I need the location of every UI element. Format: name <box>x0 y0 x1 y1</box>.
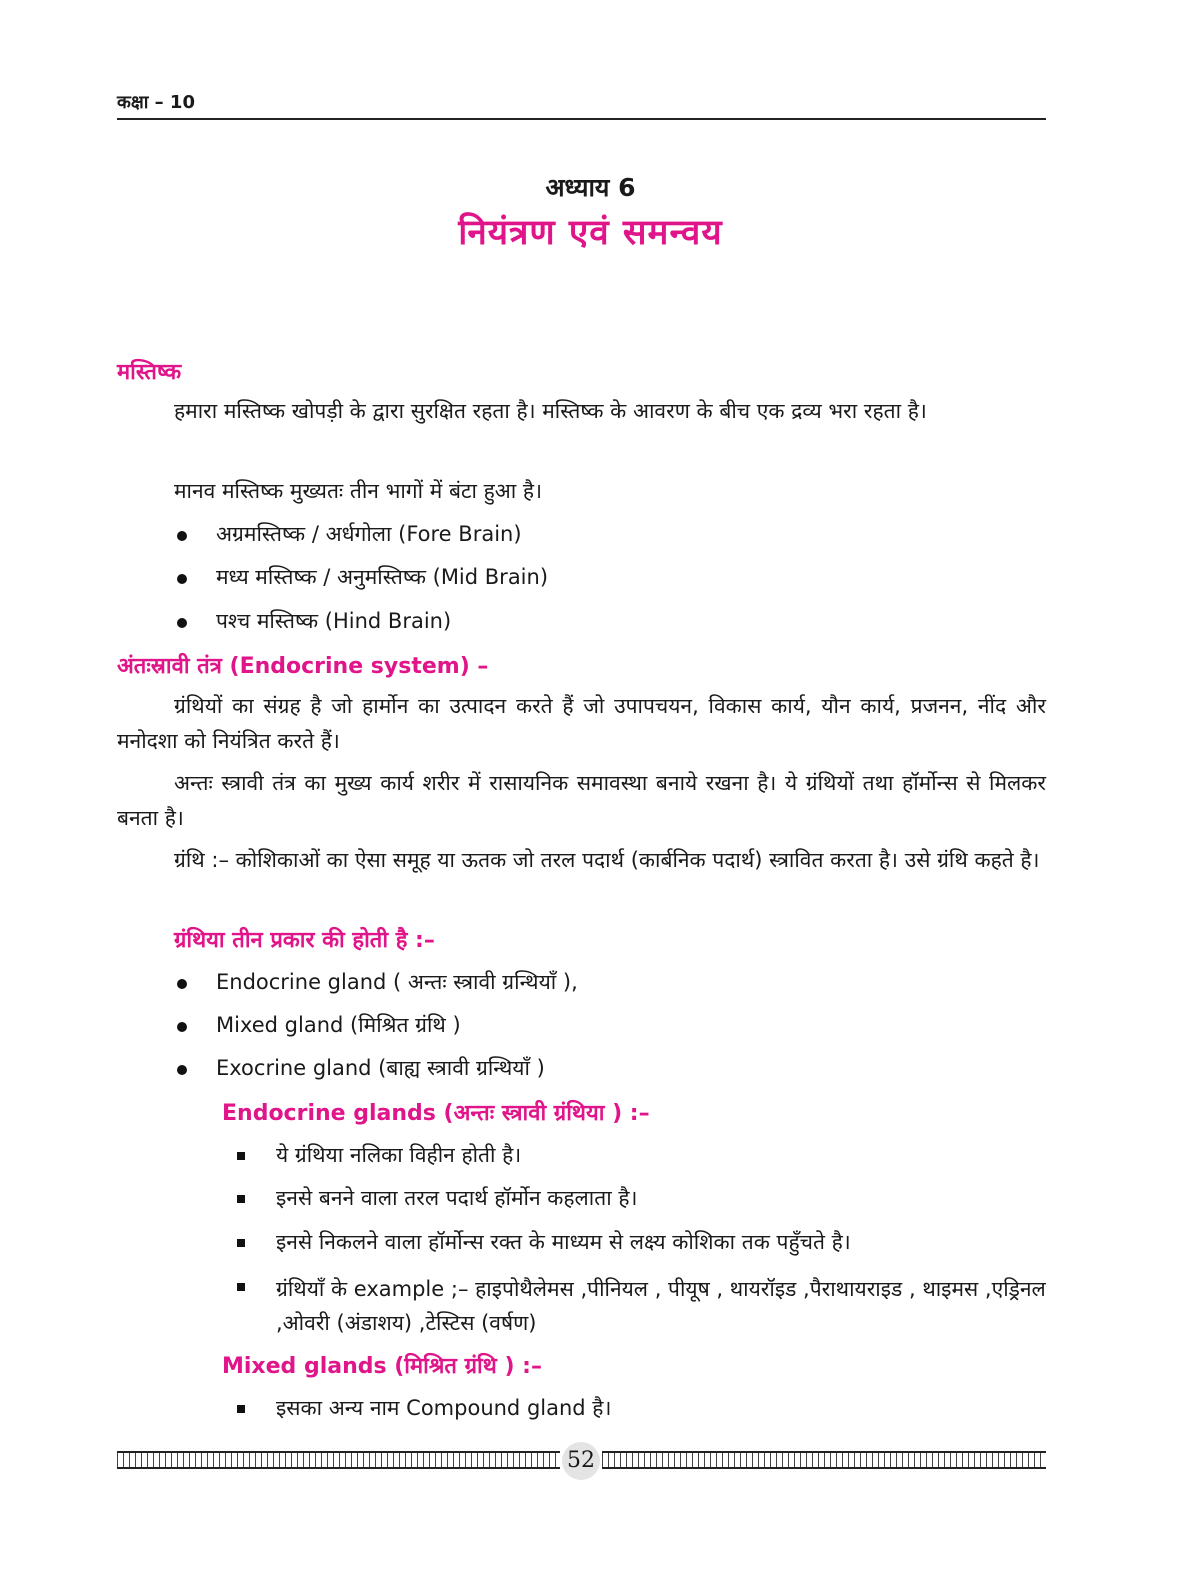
endocrine-heading: अंतःस्रावी तंत्र (Endocrine system) – <box>117 654 489 679</box>
endocrine-para-1: ग्रंथियों का संग्रह है जो हार्मोन का उत्पादन करते हैं जो उपापचयन, विकास कार्य, यौन कार्य, प्रजनन, नींद और मनोदशा को नियंत्रित करते हैं। <box>117 694 1046 753</box>
gland-type-item: Exocrine gland (बाह्य स्त्रावी ग्रन्थियाँ ) <box>216 1056 545 1080</box>
square-bullet-icon <box>237 1239 245 1247</box>
chapter-number: अध्याय 6 <box>545 173 636 202</box>
header-rule <box>117 118 1046 120</box>
brain-para-1: हमारा मस्तिष्क खोपड़ी के द्वारा सुरक्षित रहता है। मस्तिष्क के आवरण के बीच एक द्रव्य भरा रहता है। <box>174 399 927 423</box>
bullet-icon <box>177 574 187 584</box>
gland-types-heading: ग्रंथिया तीन प्रकार की होती है :– <box>174 928 435 953</box>
mixed-gland-point: इसका अन्य नाम Compound gland है। <box>276 1396 612 1420</box>
brain-part-item: अग्रमस्तिष्क / अर्धगोला (Fore Brain) <box>216 522 522 546</box>
endocrine-gland-point: ये ग्रंथिया नलिका विहीन होती है। <box>276 1143 522 1167</box>
endocrine-gland-point: इनसे बनने वाला तरल पदार्थ हॉर्मोन कहलाता है। <box>276 1186 638 1210</box>
mixed-glands-heading: Mixed glands (मिश्रित ग्रंथि ) :– <box>222 1354 542 1379</box>
brain-part-item: मध्य मस्तिष्क / अनुमस्तिष्क (Mid Brain) <box>216 565 549 589</box>
square-bullet-icon <box>237 1195 245 1203</box>
bullet-icon <box>177 618 187 628</box>
square-bullet-icon <box>237 1405 245 1413</box>
gland-type-item: Mixed gland (मिश्रित ग्रंथि ) <box>216 1013 461 1037</box>
brain-heading: मस्तिष्क <box>117 360 182 385</box>
brain-para-2: मानव मस्तिष्क मुख्यतः तीन भागों में बंटा हुआ है। <box>174 479 543 503</box>
endocrine-gland-point: इनसे निकलने वाला हॉर्मोन्स रक्त के माध्यम से लक्ष्य कोशिका तक पहुँचते है। <box>276 1230 851 1254</box>
square-bullet-icon <box>237 1283 245 1291</box>
bullet-icon <box>177 1022 187 1032</box>
footer-border-right <box>602 1451 1046 1469</box>
bullet-icon <box>177 979 187 989</box>
endocrine-glands-heading: Endocrine glands (अन्तः स्त्रावी ग्रंथिया ) :– <box>222 1101 650 1126</box>
header-class-label: कक्षा – 10 <box>117 92 195 113</box>
gland-type-item: Endocrine gland ( अन्तः स्त्रावी ग्रन्थियाँ ), <box>216 970 578 994</box>
bullet-icon <box>177 1065 187 1075</box>
endocrine-para-3: ग्रंथि :– कोशिकाओं का ऐसा समूह या ऊतक जो तरल पदार्थ (कार्बनिक पदार्थ) स्त्रावित करता है। उसे ग्रंथि कहते है। <box>174 848 1040 872</box>
footer-border-left <box>117 1451 560 1469</box>
endocrine-gland-point: ग्रंथियाँ के example ;– हाइपोथैलेमस ,पीनियल , पीयूष , थायरॉइड ,पैराथायराइड , थाइमस ,एड्रिनल ,ओवरी (अंडाशय) ,टेस्टिस (वर्षण) <box>276 1277 1046 1335</box>
endocrine-para-2: अन्तः स्त्रावी तंत्र का मुख्य कार्य शरीर में रासायनिक समावस्था बनाये रखना है। ये ग्रंथियों तथा हॉर्मोन्स से मिलकर बनता है। <box>117 771 1046 830</box>
square-bullet-icon <box>237 1152 245 1160</box>
bullet-icon <box>177 531 187 541</box>
chapter-title: नियंत्रण एवं समन्वय <box>458 213 723 253</box>
brain-part-item: पश्च मस्तिष्क (Hind Brain) <box>216 609 452 633</box>
page-number: 52 <box>562 1442 600 1480</box>
